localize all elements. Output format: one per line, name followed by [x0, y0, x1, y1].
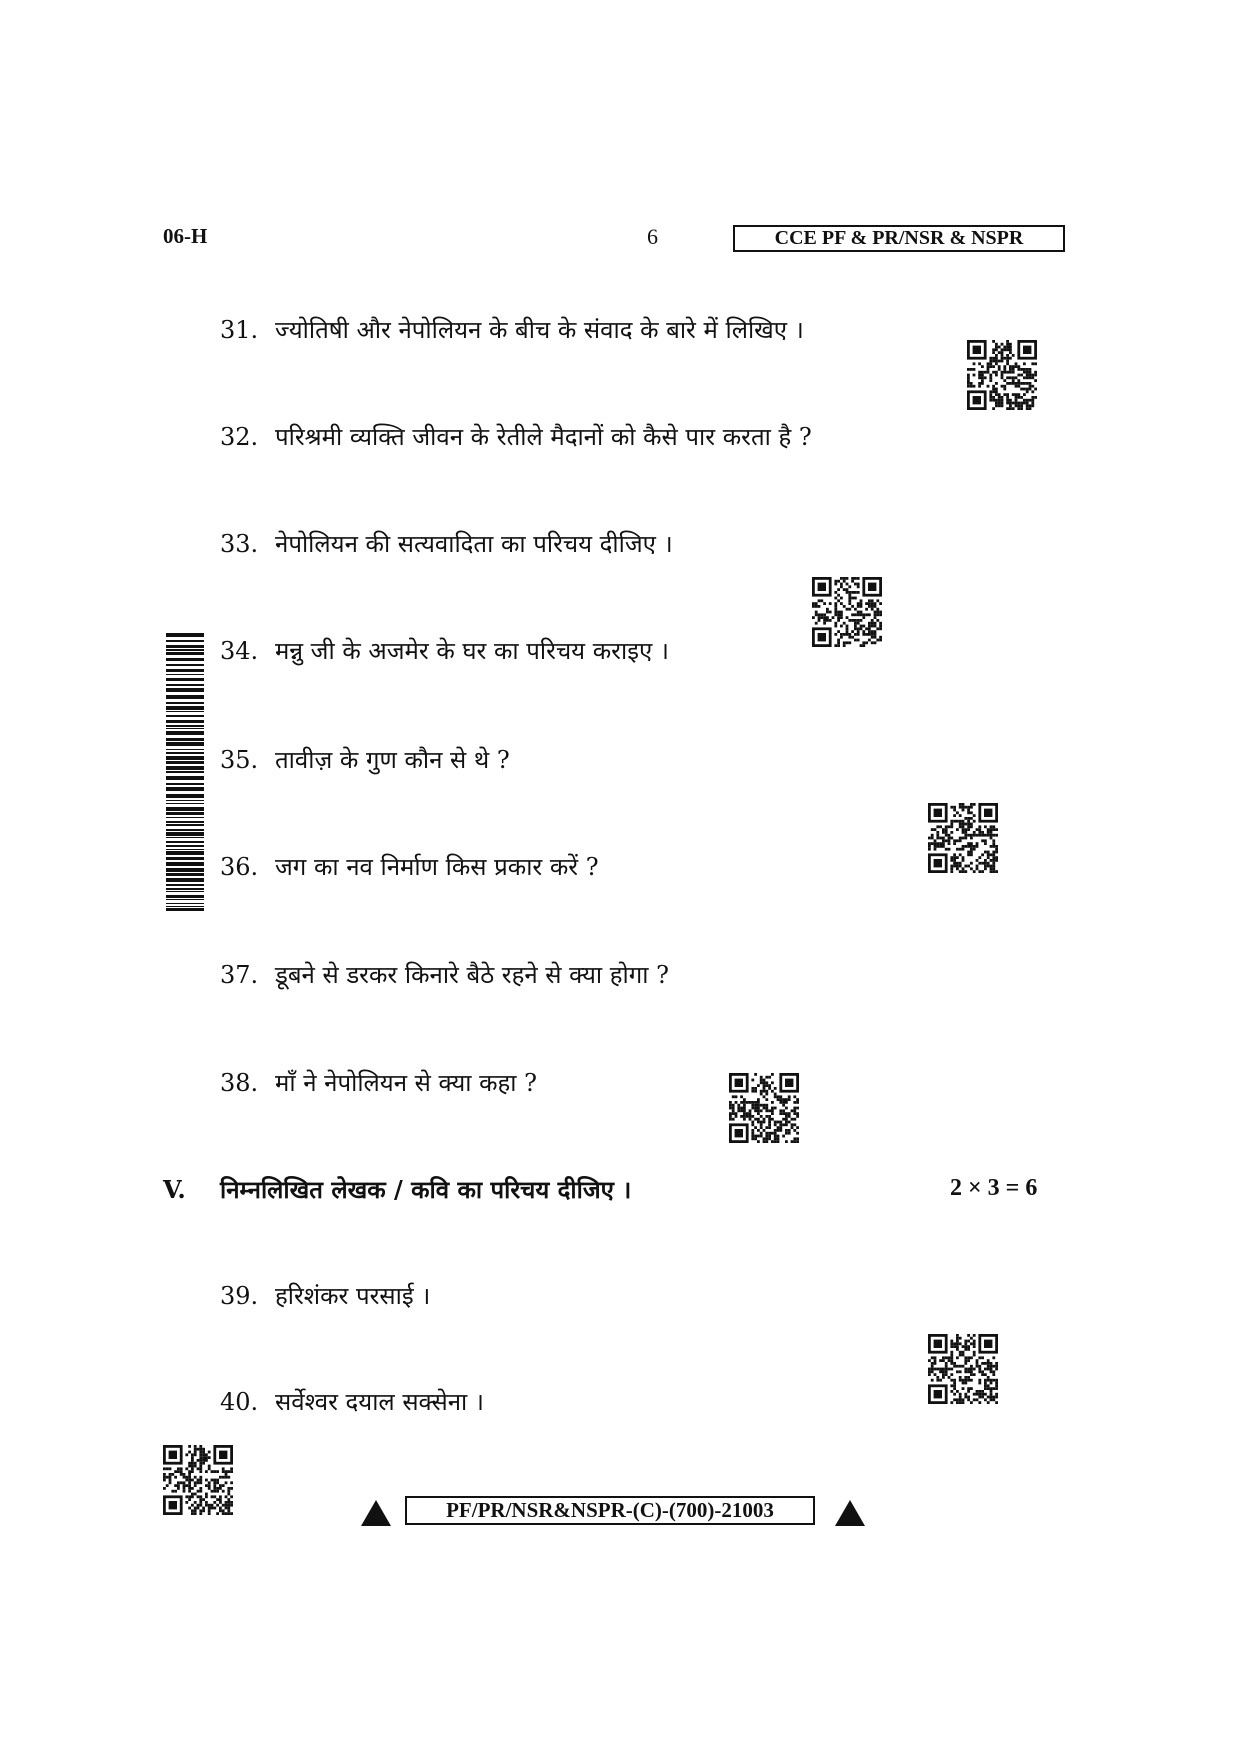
question-39 — [220, 1279, 430, 1312]
qr-code-icon — [812, 577, 882, 647]
triangle-icon — [361, 1500, 391, 1526]
question-number: 35. — [220, 746, 259, 774]
question-number: 32. — [220, 423, 259, 451]
question-35 — [220, 743, 510, 776]
question-number: 34. — [220, 637, 259, 665]
question-text: नेपोलियन की सत्यवादिता का परिचय दीजिए । — [275, 530, 673, 558]
section-marks: 2 × 3 = 6 — [950, 1175, 1038, 1201]
question-36 — [220, 850, 599, 883]
question-number: 38. — [220, 1069, 259, 1097]
question-40 — [220, 1385, 484, 1418]
question-32 — [220, 420, 812, 453]
barcode-icon — [166, 633, 204, 911]
question-text: तावीज़ के गुण कौन से थे ? — [275, 746, 510, 774]
question-38 — [220, 1066, 537, 1099]
qr-code-icon — [967, 340, 1037, 410]
question-text: ज्योतिषी और नेपोलियन के बीच के संवाद के बारे में लिखिए । — [275, 316, 804, 344]
section-number: V. — [163, 1175, 186, 1204]
page-number: 6 — [647, 224, 658, 249]
question-37 — [220, 958, 669, 991]
question-text: हरिशंकर परसाई । — [275, 1282, 431, 1310]
section-title: निम्नलिखित लेखक / कवि का परिचय दीजिए । — [220, 1175, 632, 1204]
qr-code-icon — [729, 1073, 799, 1143]
question-31 — [220, 313, 804, 346]
paper-code: 06-H — [163, 224, 208, 248]
question-number: 37. — [220, 961, 259, 989]
footer-code: PF/PR/NSR&NSPR-(C)-(700)-21003 — [405, 1496, 815, 1525]
qr-code-icon — [928, 1334, 998, 1404]
qr-code-icon — [928, 803, 998, 873]
question-number: 33. — [220, 530, 259, 558]
qr-code-icon — [163, 1445, 233, 1515]
question-number: 31. — [220, 316, 259, 344]
question-number: 36. — [220, 853, 259, 881]
question-text: माँ ने नेपोलियन से क्या कहा ? — [275, 1069, 538, 1097]
question-text: परिश्रमी व्यक्ति जीवन के रेतीले मैदानों को कैसे पार करता है ? — [275, 423, 812, 451]
question-text: मन्नु जी के अजमेर के घर का परिचय कराइए । — [275, 637, 669, 665]
question-number: 39. — [220, 1282, 259, 1310]
question-text: सर्वेश्वर दयाल सक्सेना । — [275, 1388, 484, 1416]
series-box: CCE PF & PR/NSR & NSPR — [733, 225, 1065, 252]
triangle-icon — [835, 1500, 865, 1526]
question-34 — [220, 634, 669, 667]
question-text: डूबने से डरकर किनारे बैठे रहने से क्या होगा ? — [275, 961, 669, 989]
question-number: 40. — [220, 1388, 259, 1416]
question-33 — [220, 527, 673, 560]
question-text: जग का नव निर्माण किस प्रकार करें ? — [275, 853, 599, 881]
